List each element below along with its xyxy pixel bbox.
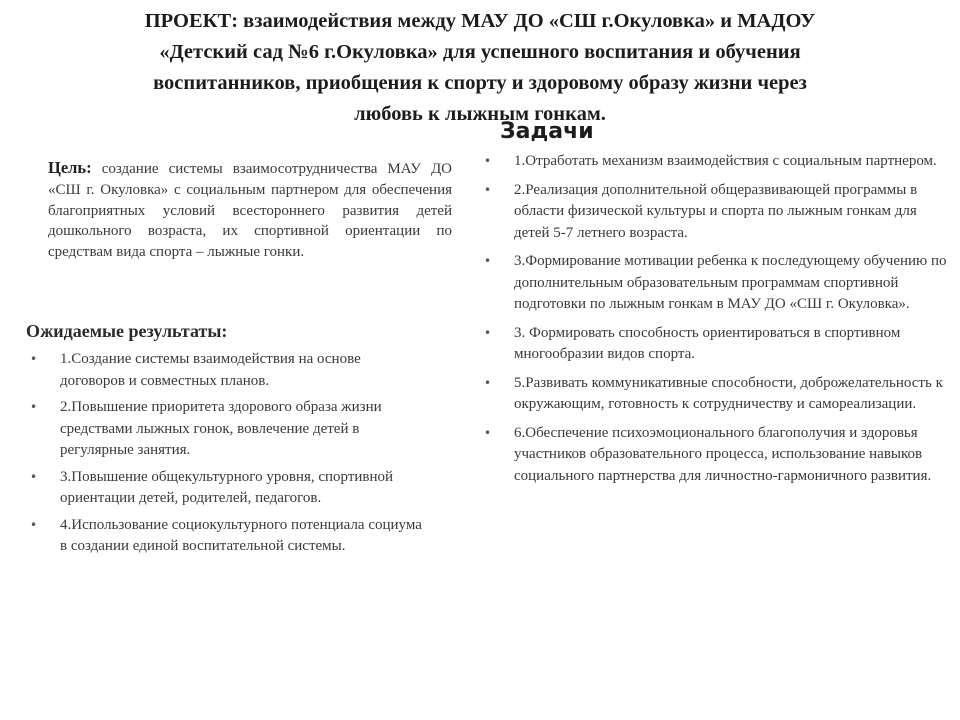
- tasks-list: [480, 151, 952, 494]
- task-item-text: 3.Формирование мотивации ребенка к последующему обучению по дополнительным образовательным программам спортивной подготовки по лыжным гонкам в МАУ ДО «СШ г. Окуловка».: [514, 253, 947, 312]
- bullet-icon: •: [30, 469, 38, 484]
- bullet-icon: •: [484, 325, 492, 340]
- results-item-text: 3.Повышение общекультурного уровня, спортивной ориентации детей, родителей, педагогов.: [60, 468, 394, 506]
- results-item-text: 2.Повышение приоритета здорового образа жизни средствами лыжных гонок, вовлечение детей в регулярные занятия.: [60, 399, 382, 458]
- bullet-icon: •: [484, 254, 492, 268]
- results-heading: Ожидаемые результаты:: [26, 321, 228, 341]
- bullet-icon: •: [484, 182, 492, 197]
- task-item: [480, 373, 952, 416]
- task-item: [480, 151, 952, 173]
- task-item: [480, 423, 952, 488]
- results-item: [26, 467, 426, 510]
- task-item-text: 3. Формировать способность ориентироваться в спортивном многообразии видов спорта.: [514, 324, 901, 362]
- results-item: [26, 349, 426, 392]
- goal-text: создание системы взаимосотрудничества МАУ ДО «СШ г. Окуловка» с социальным партнером для обеспечения благоприятных условий всестороннего развития детей дошкольного возраста, их спортивной ориентации по средствам вида спорта – лыжные гонки.: [48, 161, 453, 261]
- task-item: [480, 180, 952, 245]
- title-line: ПРОЕКТ: взаимодействия между МАУ ДО «СШ г.Окуловка» и МАДОУ: [144, 10, 816, 32]
- bullet-icon: •: [30, 400, 38, 414]
- bullet-icon: •: [484, 154, 492, 168]
- title-line: любовь к лыжным гонкам.: [354, 103, 606, 125]
- task-item: [480, 323, 952, 366]
- title-line: воспитанников, приобщения к спорту и здоровому образу жизни через: [153, 72, 807, 94]
- bullet-icon: •: [30, 352, 38, 366]
- title-line: «Детский сад №6 г.Окуловка» для успешного воспитания и обучения: [159, 41, 801, 63]
- bullet-icon: •: [484, 375, 492, 390]
- bullet-icon: •: [484, 425, 492, 440]
- slide-title: [60, 6, 900, 130]
- results-item-text: 1.Создание системы взаимодействия на основе договоров и совместных планов.: [60, 351, 361, 389]
- task-item-text: 2.Реализация дополнительной общеразвивающей программы в области физической культуры и спорта по лыжным гонкам для детей 5-7 летнего возраста.: [514, 181, 918, 241]
- task-item-text: 6.Обеспечение психоэмоционального благополучия и здоровья участников образовательного процесса, использование навыков социального партнерства для личностно-гармоничного развития.: [514, 424, 932, 484]
- results-item: [26, 397, 426, 462]
- task-item-text: 5.Развивать коммуникативные способности, доброжелательность к окружающим, готовность к сотрудничеству и самореализации.: [514, 374, 943, 412]
- results-list: [26, 349, 426, 563]
- bullet-icon: •: [30, 517, 38, 532]
- task-item-text: 1.Отработать механизм взаимодействия с социальным партнером.: [514, 153, 937, 169]
- results-item-text: 4.Использование социокультурного потенциала социума в создании единой воспитательной системы.: [60, 516, 422, 554]
- task-item: [480, 251, 952, 316]
- tasks-heading: Задачи: [500, 119, 594, 144]
- results-item: [26, 515, 426, 558]
- goal-label: Цель:: [48, 158, 92, 177]
- goal-paragraph: [48, 158, 452, 263]
